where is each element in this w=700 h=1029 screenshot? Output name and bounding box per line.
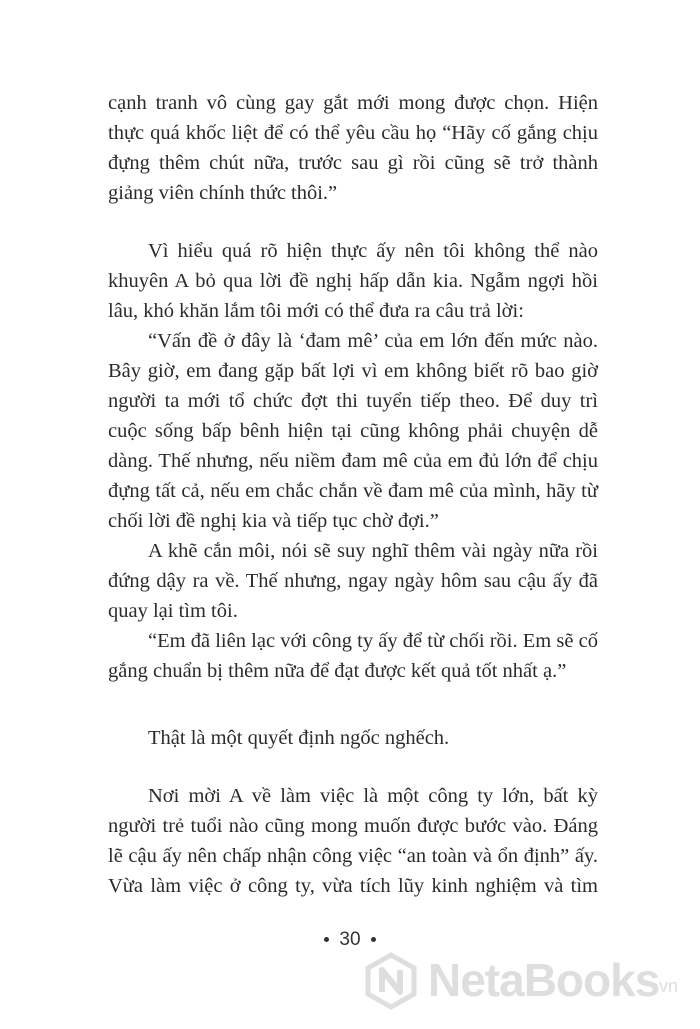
text-line: lẽ cậu ấy nên chấp nhận công việc “an toàn và ổn định” ấy. — [108, 845, 598, 867]
text-line: chối lời đề nghị kia và tiếp tục chờ đợi.” — [108, 510, 439, 532]
text-line: đựng tất cả, nếu em chắc chắn về đam mê của mình, hãy từ — [108, 480, 598, 502]
text-line: khuyên A bỏ qua lời đề nghị hấp dẫn kia. Ngẫm ngợi hồi — [108, 270, 598, 292]
page-number-value: 30 — [339, 929, 361, 950]
text-line: cạnh tranh vô cùng gay gắt mới mong được chọn. Hiện — [108, 92, 598, 114]
text-line: lâu, khó khăn lắm tôi mới có thể đưa ra câu trả lời: — [108, 300, 524, 322]
page-number — [300, 929, 400, 951]
text-line: người ta mới tổ chức đợt thi tuyển tiếp theo. Để duy trì — [108, 390, 598, 412]
bullet-icon — [324, 937, 329, 942]
text-line: Thật là một quyết định ngốc nghếch. — [148, 727, 450, 749]
text-line: Vừa làm việc ở công ty, vừa tích lũy kinh nghiệm và tìm — [108, 875, 598, 897]
text-line: “Vấn đề ở đây là ‘đam mê’ của em lớn đến mức nào. — [148, 330, 598, 352]
text-line: giảng viên chính thức thôi.” — [108, 182, 338, 204]
text-line: quay lại tìm tôi. — [108, 600, 238, 622]
text-line: cuộc sống bấp bênh hiện tại cũng không phải chuyện dễ — [108, 420, 598, 442]
hexagon-logo-icon — [362, 952, 420, 1010]
text-line: Vì hiểu quá rõ hiện thực ấy nên tôi không thể nào — [148, 240, 598, 262]
watermark-logo — [362, 952, 692, 1012]
watermark-tld: .vn — [654, 976, 679, 996]
text-line: Nơi mời A về làm việc là một công ty lớn, bất kỳ — [148, 785, 598, 807]
text-line: thực quá khốc liệt để có thể yêu cầu họ “Hãy cố gắng chịu — [108, 122, 598, 144]
text-line: gắng chuẩn bị thêm nữa để đạt được kết quả tốt nhất ạ.” — [108, 660, 567, 682]
text-line: A khẽ cắn môi, nói sẽ suy nghĩ thêm vài ngày nữa rồi — [148, 540, 598, 562]
bullet-icon — [371, 937, 376, 942]
text-line: người trẻ tuổi nào cũng mong muốn được bước vào. Đáng — [108, 815, 598, 837]
watermark-brand: NetaBooks — [428, 954, 660, 1006]
text-line: đứng dậy ra về. Thế nhưng, ngay ngày hôm sau cậu ấy đã — [108, 570, 598, 592]
text-line: đựng thêm chút nữa, trước sau gì rồi cũng sẽ trở thành — [108, 152, 598, 174]
text-line: dàng. Thế nhưng, nếu niềm đam mê của em đủ lớn để chịu — [108, 450, 598, 472]
text-line: Bây giờ, em đang gặp bất lợi vì em không biết rõ bao giờ — [108, 360, 598, 382]
text-line: “Em đã liên lạc với công ty ấy để từ chối rồi. Em sẽ cố — [148, 630, 598, 652]
